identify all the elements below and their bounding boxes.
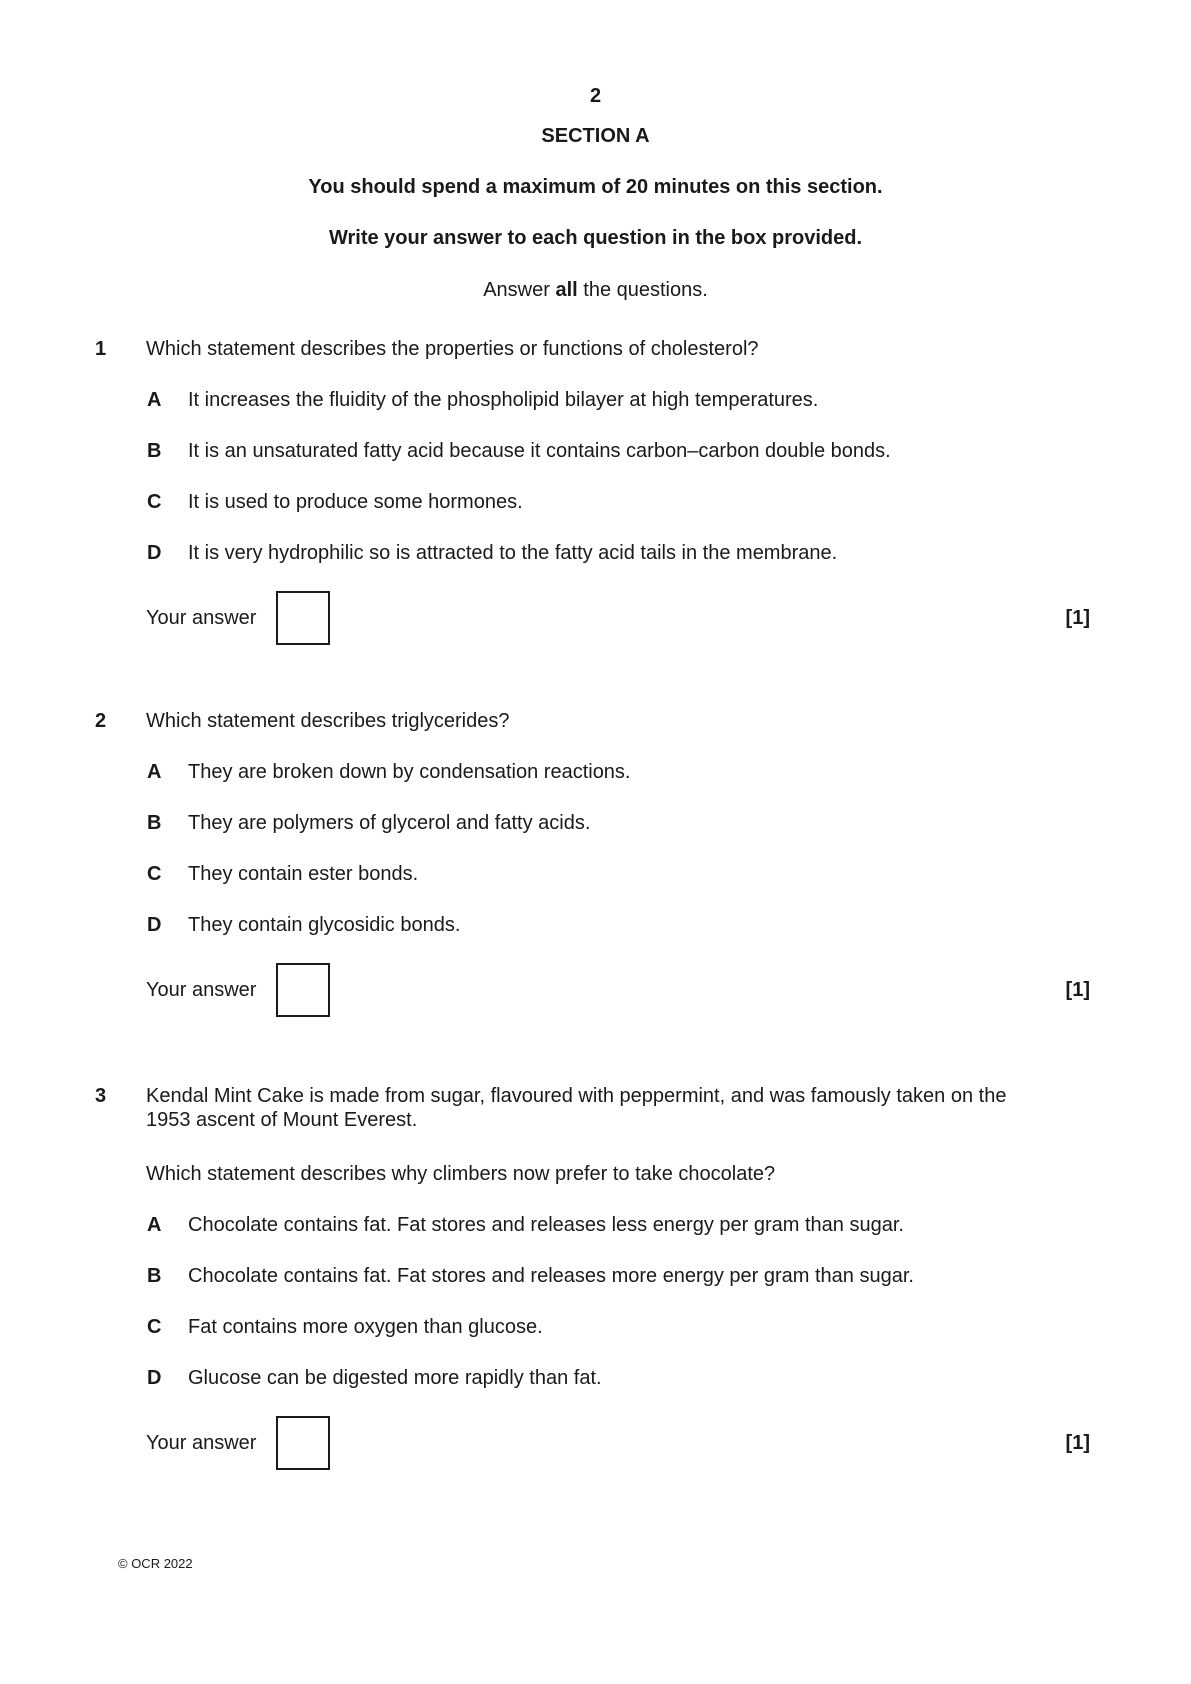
your-answer-label: Your answer xyxy=(146,607,257,629)
answer-all-pre: Answer xyxy=(483,279,556,301)
question-stem xyxy=(146,337,759,361)
option-text: They are polymers of glycerol and fatty acids. xyxy=(188,812,591,834)
option-row xyxy=(147,388,1090,412)
question-stem-line: Which statement describes triglycerides? xyxy=(146,710,510,732)
your-answer-label: Your answer xyxy=(146,979,257,1001)
option-row xyxy=(147,1264,1090,1288)
option-letter: A xyxy=(147,1214,162,1236)
question-stem-line: Which statement describes the properties or functions of cholesterol? xyxy=(146,338,759,360)
option-letter: D xyxy=(147,542,162,564)
option-letter: C xyxy=(147,863,162,885)
option-text: It is used to produce some hormones. xyxy=(188,491,523,513)
option-row xyxy=(147,811,1090,835)
option-text: It increases the fluidity of the phospholipid bilayer at high temperatures. xyxy=(188,389,819,411)
instruction-time-limit: You should spend a maximum of 20 minutes on this section. xyxy=(308,176,883,198)
question xyxy=(95,337,1090,645)
option-letter: A xyxy=(147,389,162,411)
option-row xyxy=(147,862,1090,886)
option-letter: C xyxy=(147,1316,162,1338)
question-number: 3 xyxy=(95,1085,107,1107)
option-text: Chocolate contains fat. Fat stores and releases less energy per gram than sugar. xyxy=(188,1214,904,1236)
answer-box[interactable] xyxy=(276,963,330,1017)
question xyxy=(95,1084,1090,1470)
option-letter: D xyxy=(147,914,162,936)
option-letter: B xyxy=(147,440,162,462)
page-number: 2 xyxy=(589,85,602,107)
question-stem xyxy=(146,709,509,733)
question-stem-row xyxy=(95,1084,1090,1132)
options-list xyxy=(95,1213,1090,1390)
section-title: SECTION A xyxy=(541,125,650,147)
option-text: Chocolate contains fat. Fat stores and releases more energy per gram than sugar. xyxy=(188,1265,914,1287)
option-row xyxy=(147,1366,1090,1390)
option-letter: C xyxy=(147,491,162,513)
question-stem xyxy=(146,1084,1006,1132)
page-header xyxy=(0,84,1191,302)
option-row xyxy=(147,541,1090,565)
answer-box[interactable] xyxy=(276,1416,330,1470)
your-answer-label: Your answer xyxy=(146,1432,257,1454)
option-text: They contain ester bonds. xyxy=(188,863,419,885)
option-letter: B xyxy=(147,812,162,834)
option-letter: A xyxy=(147,761,162,783)
option-row xyxy=(147,1213,1090,1237)
copyright-footer: © OCR 2022 xyxy=(118,1556,193,1571)
question-stem-secondary: Which statement describes why climbers now prefer to take chocolate? xyxy=(146,1163,776,1185)
question-number: 1 xyxy=(95,338,107,360)
question xyxy=(95,709,1090,1017)
question-stem-line: 1953 ascent of Mount Everest. xyxy=(146,1109,418,1131)
instruction-answer-all xyxy=(0,278,1191,302)
options-list xyxy=(95,760,1090,937)
question-stem-line: Kendal Mint Cake is made from sugar, flavoured with peppermint, and was famously taken on the xyxy=(146,1085,1007,1107)
option-row xyxy=(147,439,1090,463)
options-list xyxy=(95,388,1090,565)
mark-allocation: [1] xyxy=(1065,979,1090,1001)
question-stem-row xyxy=(95,337,1090,361)
option-row xyxy=(147,1315,1090,1339)
option-letter: B xyxy=(147,1265,162,1287)
instruction-answer-in-box: Write your answer to each question in the box provided. xyxy=(328,227,863,249)
answer-row xyxy=(146,1416,1090,1470)
option-text: They are broken down by condensation reactions. xyxy=(188,761,631,783)
question-stem-row xyxy=(95,709,1090,733)
option-text: They contain glycosidic bonds. xyxy=(188,914,461,936)
answer-row xyxy=(146,591,1090,645)
answer-all-post: the questions. xyxy=(577,279,708,301)
option-text: Fat contains more oxygen than glucose. xyxy=(188,1316,543,1338)
option-row xyxy=(147,913,1090,937)
option-row xyxy=(147,760,1090,784)
answer-row xyxy=(146,963,1090,1017)
question-number: 2 xyxy=(95,710,107,732)
mark-allocation: [1] xyxy=(1065,1432,1090,1454)
mark-allocation: [1] xyxy=(1065,607,1090,629)
option-text: It is an unsaturated fatty acid because it contains carbon–carbon double bonds. xyxy=(188,440,891,462)
answer-box[interactable] xyxy=(276,591,330,645)
option-letter: D xyxy=(147,1367,162,1389)
answer-all-bold: all xyxy=(555,279,578,301)
option-text: Glucose can be digested more rapidly than fat. xyxy=(188,1367,602,1389)
option-text: It is very hydrophilic so is attracted to the fatty acid tails in the membrane. xyxy=(188,542,838,564)
option-row xyxy=(147,490,1090,514)
